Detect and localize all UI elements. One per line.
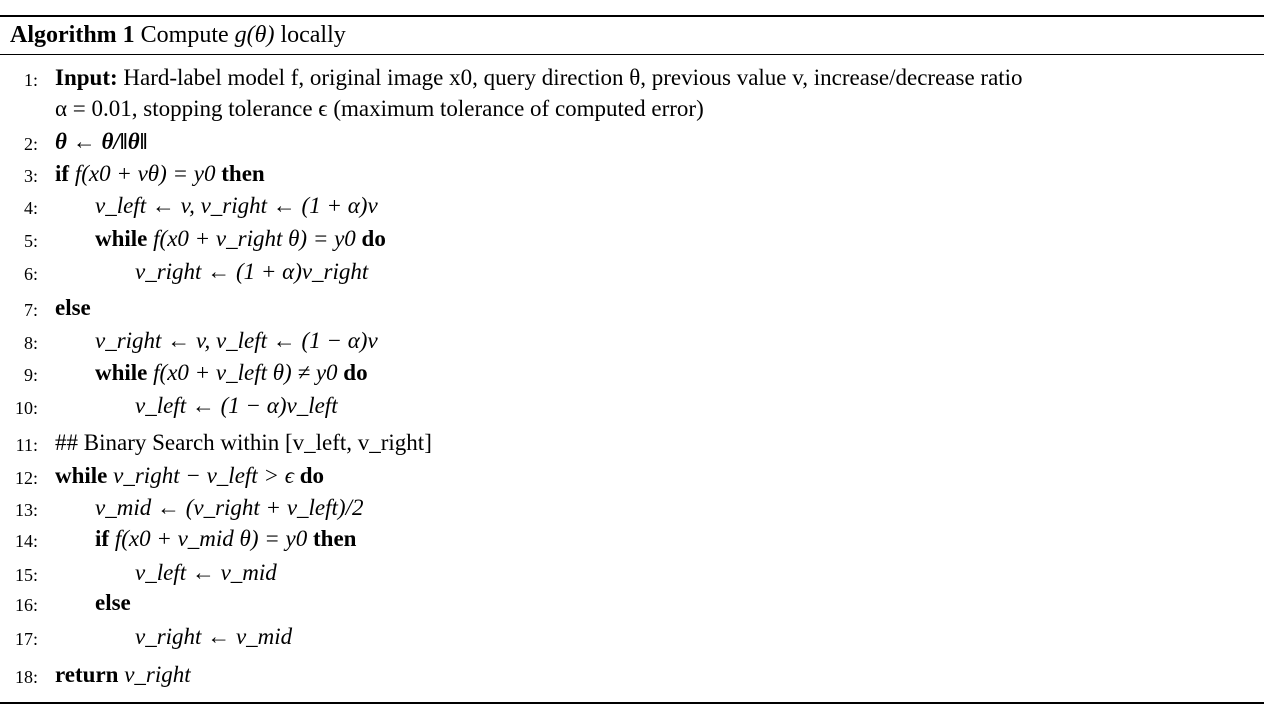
caption-title-pre: Compute [140,22,229,48]
line-number: 16: [14,595,38,615]
caption-rule [0,54,1264,55]
keyword-do: do [361,226,386,251]
condition: f(x0 + v_right θ) = y0 [153,226,356,251]
line-statement [95,225,386,253]
line-statement: v_right ← (1 + α)v_right [135,259,369,284]
line-number: 14: [14,531,38,551]
keyword-while: while [95,226,148,251]
condition: f(x0 + vθ) = y0 [74,161,216,186]
bottom-rule [0,702,1264,704]
keyword-else: else [95,590,131,615]
keyword-then: then [313,526,357,551]
line-number: 6: [23,264,38,284]
line-number: 8: [23,333,38,353]
line-number: 7: [23,300,38,320]
caption-title-post: locally [280,22,346,48]
line-number: 11: [15,435,38,455]
algorithm-label: Algorithm 1 [10,22,135,48]
line-statement [55,160,265,188]
line-number: 12: [14,468,38,488]
line-statement [55,462,324,490]
keyword-then: then [221,161,265,186]
condition: v_right − v_left > ϵ [113,463,294,488]
keyword-return: return [55,662,119,687]
line-statement [95,359,368,387]
keyword-if: if [55,161,70,186]
line-statement: v_right ← v_mid [135,624,293,649]
line-statement: v_right ← v, v_left ← (1 − α)v [95,328,378,353]
keyword-while: while [55,463,108,488]
line-number: 15: [14,565,38,585]
line-number: 3: [23,166,38,186]
line-statement: v_left ← (1 − α)v_left [135,393,338,418]
line-statement: v_mid ← (v_right + v_left)/2 [95,495,364,520]
keyword-if: if [95,526,110,551]
condition: f(x0 + v_mid θ) = y0 [114,526,308,551]
line-statement: v_left ← v_mid [135,560,277,585]
keyword-input: Input: [55,65,118,90]
line-statement: v_left ← v, v_right ← (1 + α)v [95,193,378,218]
comment-line: ## Binary Search within [v_left, v_right] [55,430,432,455]
line-input [55,64,1265,92]
line-number: 17: [14,629,38,649]
keyword-else: else [55,295,91,320]
input-text: Hard-label model f, original image x0, query direction θ, previous value v, increase/decrease ratio [123,65,1023,90]
line-statement [95,525,356,553]
keyword-do: do [343,360,368,385]
line-number: 2: [23,134,38,154]
line-number: 9: [23,365,38,385]
input-text-continued: α = 0.01, stopping tolerance ϵ (maximum tolerance of computed error) [55,96,704,121]
line-number: 18: [14,667,38,687]
return-value: v_right [124,662,191,687]
caption-title-math: g(θ) [234,22,275,48]
line-number: 1: [23,70,38,90]
keyword-while: while [95,360,148,385]
algorithm-caption [10,21,346,49]
line-statement: θ ← θ/‖θ‖ [55,129,148,154]
line-statement [55,661,191,689]
line-number: 13: [14,500,38,520]
condition: f(x0 + v_left θ) ≠ y0 [153,360,338,385]
line-number: 4: [23,198,38,218]
top-rule [0,15,1264,17]
keyword-do: do [299,463,325,488]
line-number: 10: [14,398,38,418]
line-number: 5: [23,231,38,251]
